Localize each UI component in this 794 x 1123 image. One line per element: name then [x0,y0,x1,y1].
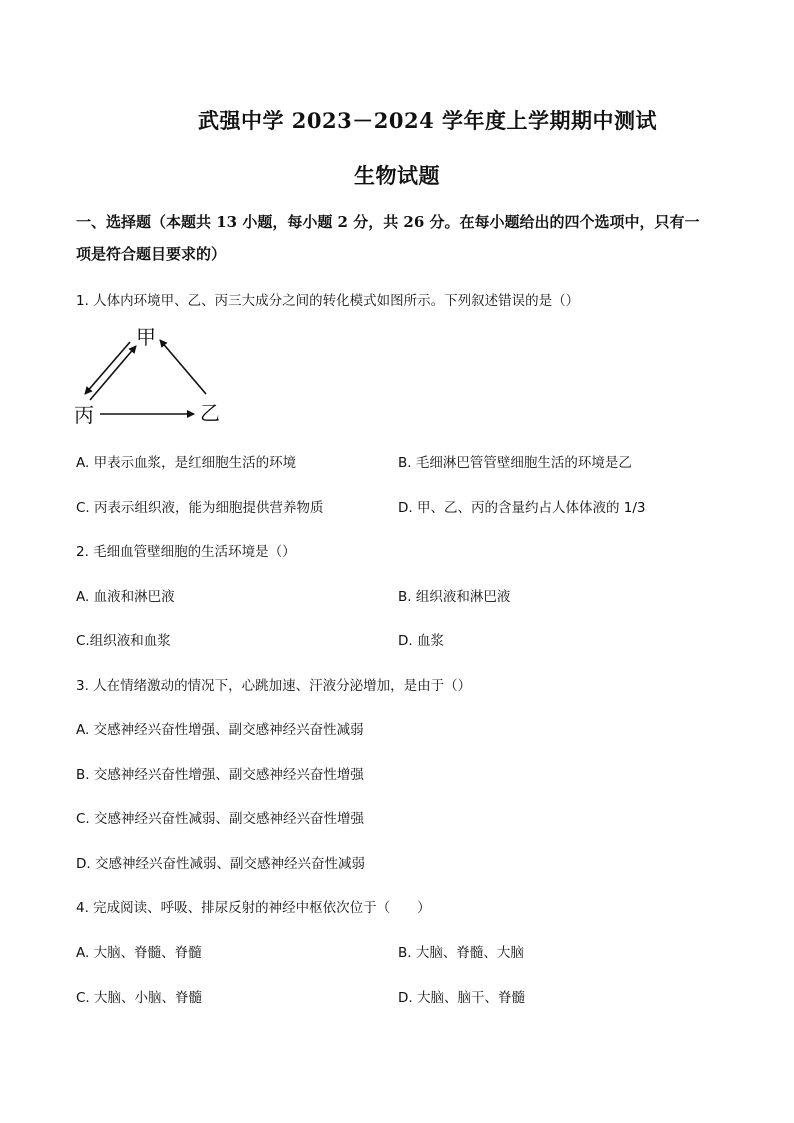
question-3-stem: 3. 人在情绪激动的情况下，心跳加速、汗液分泌增加，是由于（） [76,678,472,694]
question-1-option-d[interactable]: D. 甲、乙、丙的含量约占人体体液的 1/3 [398,500,646,516]
arrow-yi-to-jia [160,340,206,394]
question-4-option-a[interactable]: A. 大脑、脊髓、脊髓 [76,945,202,961]
question-3-option-d[interactable]: D. 交感神经兴奋性减弱、副交感神经兴奋性减弱 [76,856,365,872]
question-4-stem: 4. 完成阅读、呼吸、排尿反射的神经中枢依次位于（ ） [76,900,431,916]
question-1-stem: 1. 人体内环境甲、乙、丙三大成分之间的转化模式如图所示。下列叙述错误的是（） [76,293,580,309]
question-1-option-b[interactable]: B. 毛细淋巴管管壁细胞生活的环境是乙 [398,455,632,471]
question-2-option-a[interactable]: A. 血液和淋巴液 [76,589,175,605]
section-heading-line2: 项是符合题目要求的） [76,245,227,263]
question-2-option-c[interactable]: C.组织液和血浆 [76,633,171,649]
question-3-option-c[interactable]: C. 交感神经兴奋性减弱、副交感神经兴奋性增强 [76,811,365,827]
question-4-option-c[interactable]: C. 大脑、小脑、脊髓 [76,990,203,1006]
question-2-option-d[interactable]: D. 血浆 [398,633,444,649]
diagram-label-jia: 甲 [136,325,156,349]
exam-subtitle: 生物试题 [354,163,440,188]
exam-title: 武强中学 2023－2024 学年度上学期期中测试 [198,108,658,133]
arrow-bing-to-jia [90,346,136,400]
question-1-option-c[interactable]: C. 丙表示组织液，能为细胞提供营养物质 [76,500,324,516]
question-4-option-b[interactable]: B. 大脑、脊髓、大脑 [398,945,524,961]
diagram-label-yi: 乙 [200,401,220,425]
question-2-option-b[interactable]: B. 组织液和淋巴液 [398,589,511,605]
question-1-option-a[interactable]: A. 甲表示血浆，是红细胞生活的环境 [76,455,297,471]
diagram-label-bing: 丙 [74,403,94,427]
question-2-stem: 2. 毛细血管壁细胞的生活环境是（） [76,544,296,560]
body-fluid-conversion-diagram [72,322,232,430]
question-4-option-d[interactable]: D. 大脑、脑干、脊髓 [398,990,525,1006]
question-3-option-b[interactable]: B. 交感神经兴奋性增强、副交感神经兴奋性增强 [76,767,364,783]
section-heading-line1: 一、选择题（本题共 13 小题，每小题 2 分，共 26 分。在每小题给出的四个选项中，只有一 [76,213,700,231]
question-3-option-a[interactable]: A. 交感神经兴奋性增强、副交感神经兴奋性减弱 [76,722,364,738]
arrow-jia-to-bing [85,342,130,394]
